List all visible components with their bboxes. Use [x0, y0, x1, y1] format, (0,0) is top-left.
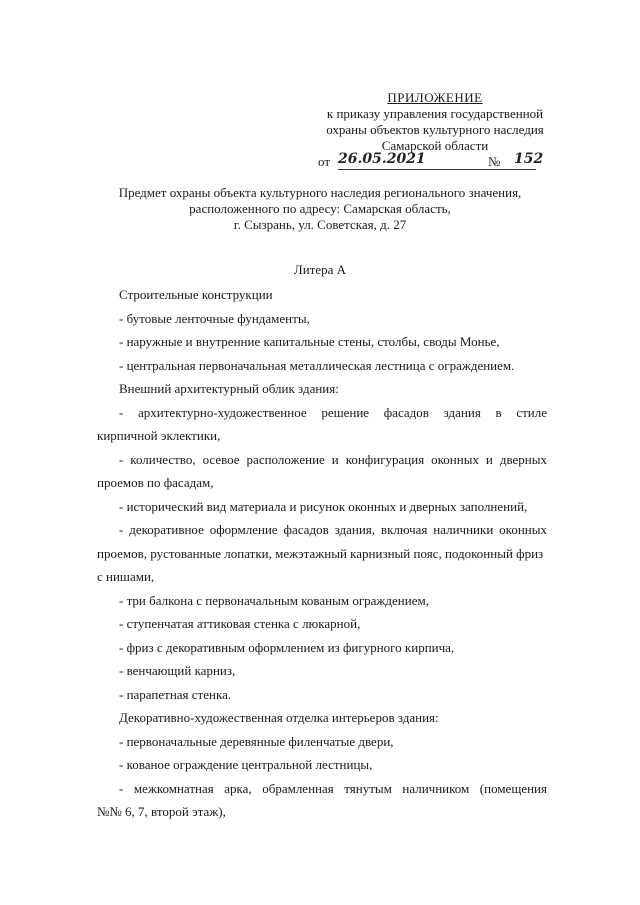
body-line: Декоративно-художественная отделка интерьеров здания:	[119, 710, 439, 725]
number-label: №	[488, 154, 501, 169]
subject-line-2: расположенного по адресу: Самарская область,	[189, 201, 451, 216]
body-line: кирпичной эклектики,	[97, 428, 221, 443]
body-line: - наружные и внутренние капитальные стены, столбы, своды Монье,	[119, 334, 500, 349]
appendix-line-3: Самарской области	[381, 138, 489, 153]
body-line: - исторический вид материала и рисунок оконных и дверных заполнений,	[119, 498, 528, 514]
body-line: проемов, рустованные лопатки, межэтажный карнизный пояс, подоконный фриз	[97, 545, 544, 561]
body-line: Внешний архитектурный облик здания:	[119, 381, 339, 396]
body-line: Строительные конструкции	[119, 287, 273, 302]
appendix-block	[300, 90, 570, 154]
date-underline	[338, 169, 536, 170]
body-line: - межкомнатная арка, обрамленная тянутым наличником (помещения	[119, 780, 547, 796]
document-subject	[95, 185, 545, 233]
body-line: проемов по фасадам,	[97, 475, 214, 490]
body-line: - архитектурно-художественное решение фасадов здания в стиле	[119, 404, 547, 420]
appendix-line-1: к приказу управления государственной	[326, 106, 544, 121]
subject-line-1: Предмет охраны объекта культурного наследия регионального значения,	[118, 185, 522, 200]
body-line: - фриз с декоративным оформлением из фигурного кирпича,	[119, 639, 455, 655]
body-line: - декоративное оформление фасадов здания, включая наличники оконных	[119, 522, 547, 537]
order-date-number-line	[318, 151, 568, 172]
body-line: №№ 6, 7, второй этаж),	[97, 804, 226, 819]
body-line: - три балкона с первоначальным кованым ограждением,	[119, 592, 429, 608]
body-line: - парапетная стенка.	[119, 686, 232, 702]
body-line: - первоначальные деревянные филенчатые двери,	[119, 733, 394, 749]
appendix-heading: ПРИЛОЖЕНИЕ	[387, 90, 483, 105]
body-line: - центральная первоначальная металлическая лестница с ограждением.	[119, 357, 515, 373]
body-line: с нишами,	[97, 569, 155, 584]
appendix-line-2: охраны объектов культурного наследия	[326, 122, 544, 137]
body-line: - количество, осевое расположение и конфигурация оконных и дверных	[119, 451, 547, 467]
document-body	[97, 283, 547, 824]
litera-heading: Литера А	[293, 262, 347, 277]
handwritten-number: 152	[514, 151, 544, 167]
handwritten-date: 26.05.2021	[338, 151, 426, 167]
subject-line-3: г. Сызрань, ул. Советская, д. 27	[233, 217, 407, 232]
body-line: - бутовые ленточные фундаменты,	[119, 310, 310, 326]
date-prefix: от	[318, 154, 331, 169]
body-line: - венчающий карниз,	[119, 663, 236, 678]
body-line: - кованое ограждение центральной лестницы,	[119, 757, 373, 772]
body-line: - ступенчатая аттиковая стенка с люкарной,	[119, 616, 361, 631]
